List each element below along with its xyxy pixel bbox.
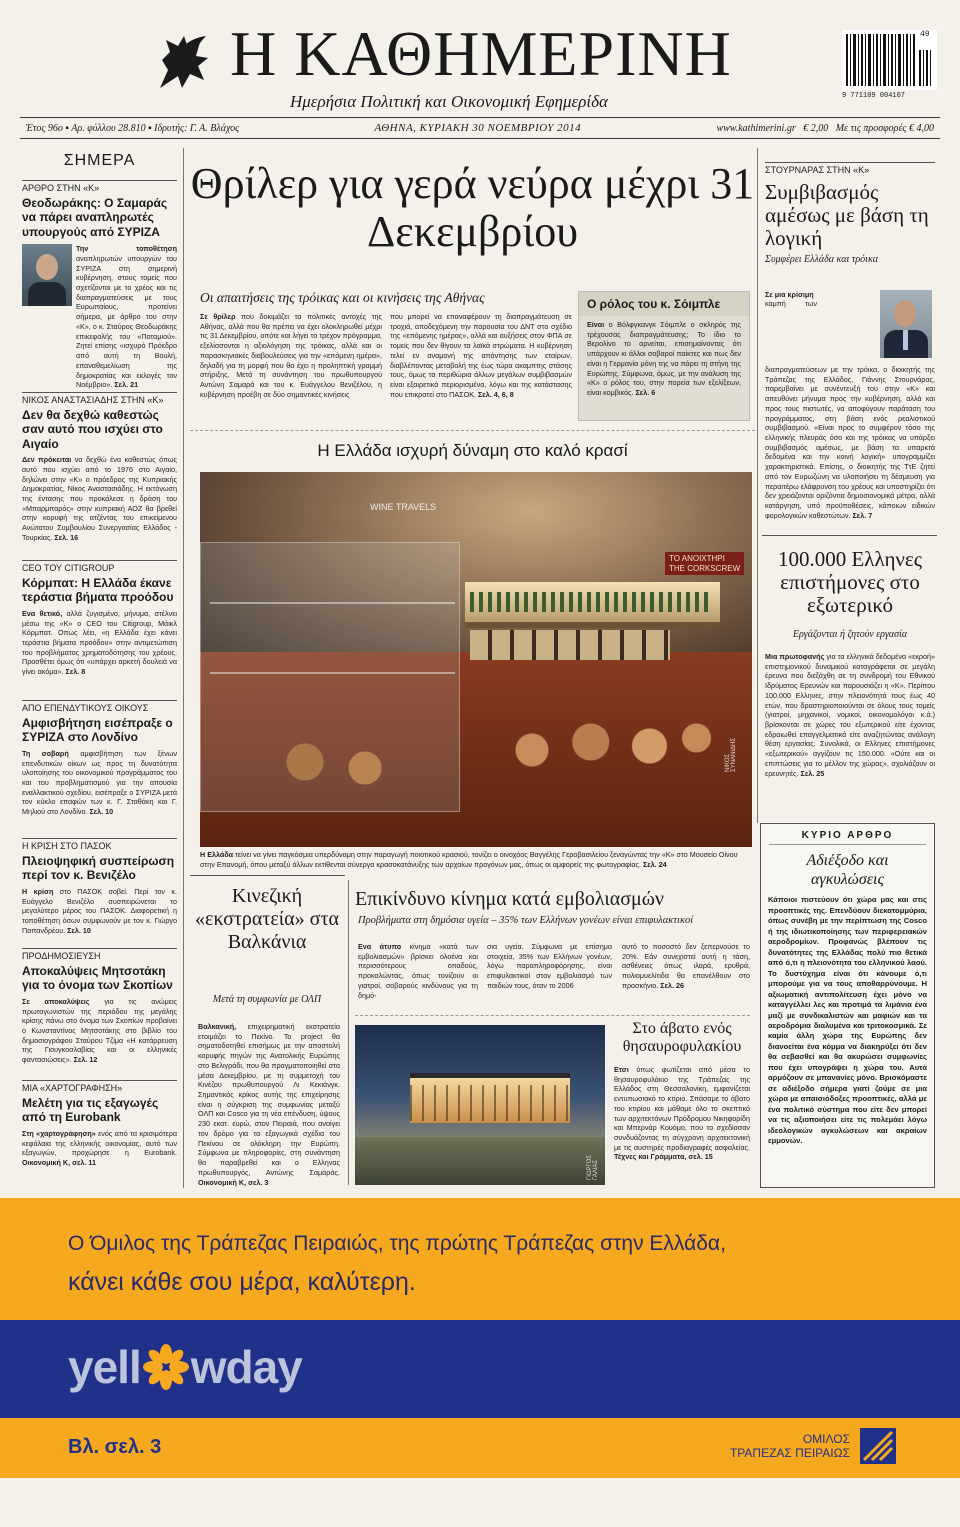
- story-body: Δεν πρόκειται να δεχθώ ένα καθεστώς όπως αυτό που ισχύει από το 1976 στο Αιγαίο, δηλώνει στην «Κ» ο πρόεδρος της Κυπριακής Δημοκρατίας, Νίκος Αναστασιάδης. Η εκτόνωση της έντασης που προκάλεσε η δράση του «Μπαρμπαρός» στην κυπριακή ΑΟΖ θα βρεθεί στην κορυφή της ατζέντας του επικείμενου Ανώτατου Συμβουλίου Συνεργασίας Ελλάδος - Τουρκίας. Σελ. 16: [22, 455, 177, 542]
- vaccine-column-2: σια υγεία. Σύμφωνα με επίσημα στοιχεία, 35% των Ελλήνων γονέων, λόγω παραπληροφόρησης, είναι επιφυλακτικοί στον εμβολιασμό των παιδιών τους, όταν το 2006: [487, 942, 612, 990]
- divider: [355, 1015, 750, 1016]
- stournaras-body: καμπή των διαπραγματεύσεων με την τρόικα, ο διοικητής της Τράπεζας της Ελλάδος, Γιάννης Στουρνάρας, παρεμβαίνει με συνέντευξή του στην «Κ» και απευθύνει μήνυμα προς την κυβέρνηση, αλλά και προς τους πιστωτές, να αποφύγουν παράταση του προγράμματος, στη βάση ενός ρεαλιστικού συμβιβασμού. «Είναι προς το συμφέρον τόσο της ελληνικής πλευράς όσο και της τρόικας να υπάρξει συμβιβασμός αμέσως, με βάση τα υπαρκτά δεδομένα και την κοινή λογική» υπογραμμίζει χαρακτηριστικά. Επίσης, ο διοικητής της ΤτΕ ζητεί από τον Ευρωζώνη να υλοποιήσει τη δέσμευση για περαιτέρω ελάφρυνση του χρέους και υποστηρίζει ότι δεν χρειάζονται οριζόντια δημοσιονομικά μέτρα, αλλά κατάργηση, υπό προϋποθέσεις, κάποιων ειδικών φορολογικών καθεστώτων. Σελ. 7: [765, 299, 935, 519]
- ad-line-2: κάνει κάθε σου μέρα, καλύτερη.: [68, 1268, 416, 1296]
- story-headline[interactable]: Αποκαλύψεις Μητσοτάκη για το όνομα των Σκοπίων: [22, 964, 173, 993]
- photo-sign-corkscrew: ΤΟ ΑΝΟΙΧΤΗΡΙ THE CORKSCREW: [665, 552, 744, 575]
- masthead-subtitle: Ημερήσια Πολιτική και Οικονομική Εφημερίδα: [290, 92, 608, 111]
- section-label: ΣΤΟΥΡΝΑΡΑΣ ΣΤΗΝ «Κ»: [765, 162, 935, 175]
- editorial-body: Κάποιοι πιστεύουν ότι χώρα μας και στις προοπτικές της. Επενδύουν διεκατομμύρια, όπως συνέβη με την περίπτωση της Cosco ή της ιδιωτικοποίησης των περιφερειακών αεροδρομίων. Προφανώς βλέπουν τις δυνατότητες της Ελλάδας πολύ πιο θετικά από ό,τι η πλειονότητα του ελληνικού λαού. Το δυστύχημα είναι ότι κάνουμε ό,τι μπορούμε για να τους αποθαρρύνουμε. Η αξιωματική αντιπολίτευση έχει μόνο να καταγγέλλει λες και προτιμά τα λιμάνια ένα μαζί με συνδικαλιστών και μαφιών και τα αεροδρόμια διαλυμένα και τριτοκοσμικά. Σε καμία άλλη χώρα της Ευρώπης δεν διανοείται ένα κόμμα να διακηρύξει ότι δεν θα σεβασθεί και θα ακυρώσει συμφωνίες που έχει υπογράψει η χώρα του. Αυτά αρμόζουν σε μπανανίες μόνο. Βρισκόμαστε σε αδιέξοδο σήμερα γιατί ζούμε σε μια χώρα με απαισιόδοξες προοπτικές, αλλά με ένα πολιτικό σύστημα που είτε δεν μπορεί να τις αξιοποιήσει είτε τις πολεμάει λόγω ιδεολογικών αγκυλώσεων και ακραίων εμμονών.: [768, 895, 927, 1146]
- issue-info: Έτος 96ο ▪ Αρ. φύλλου 28.810 ▪ Ιδρυτής: Γ. Α. Βλάχος: [26, 122, 240, 134]
- left-story-pasok[interactable]: [22, 838, 177, 935]
- vaccine-subheadline: Προβλήματα στη δημόσια υγεία – 35% των Ελλήνων γονέων είναι επιφυλακτικοί: [358, 915, 694, 926]
- story-body: Την τοποθέτηση αναπληρωτών υπουργών του ΣΥΡΙΖΑ στη σημερινή κυβέρνηση, στους τομείς που σχετίζονται με το χρέος και τις διαπραγματεύσεις με τους Ευρωπαίους, προτείνει σήμερα, με άρθρο του στην «Κ», ο κ. Σταύρος Θεοδωράκης επικεφαλής του «Ποταμιού». Ζητεί επίσης «ισχυρό Πρόεδρο από αυτή τη Βουλή, επαναθεμελίωση της δημοκρατίας και εκλογές τον Νοέμβριο». Σελ. 21: [76, 244, 177, 390]
- barcode-icon: [842, 30, 937, 90]
- price-offers: Με τις προσφορές € 4,00: [835, 122, 934, 134]
- story-headline[interactable]: 100.000 Ελληνες επιστήμονες στο εξωτερικό: [777, 547, 923, 618]
- main-subheadline: Οι απαιτήσεις της τρόικας και οι κινήσεις της Αθήνας: [200, 290, 485, 305]
- vaccine-column-1: Ενα άτυπο κίνημα «κατά των εμβολιασμών» βρίσκει ολοένα και περισσότερους οπαδούς, προκαλώντας, όπως τονίζουν οι γιατροί, σοβαρούς κινδύνους για τη δημό-: [358, 942, 478, 1000]
- left-story-mitsotakis[interactable]: [22, 948, 177, 1065]
- section-label: ΑΠΟ ΕΠΕΝΔΥΤΙΚΟΥΣ ΟΙΚΟΥΣ: [22, 700, 177, 713]
- story-headline[interactable]: Δεν θα δεχθώ καθεστώς σαν αυτό που ισχύει στο Αιγαίο: [22, 408, 163, 451]
- story-headline[interactable]: Αμφισβήτηση εισέπραξε ο ΣΥΡΙΖΑ στο Λονδίνο: [22, 716, 173, 745]
- scientists-body: Μια πρωτοφανής για τα ελληνικά δεδομένα «εκροή» επιστημονικού δυναμικού καταγράφεται σε μεγάλη έρευνα που διεξάχθη σε τη συνδρομή του Εθνικού Ιδρύματος Ερευνών και παρουσιάζει η «Κ». Περίπου 100.000 Ελληνες, στην πλειονότητά τους έως 40 ετών, που δραστηριοποιούνται σε όλους τους τομείς (γιατροί, μηχανικοί, νομικοί, οικονομολόγοι κ.ά.) βρίσκονται σε χώρες του εξωτερικού είτε έχοντας εδραιωθεί επαγγελματικά είτε αναζητώντας ανάλογη θέση εργασίας. Συνολικά, οι Ελληνες επιστήμονες «εξωτερικού» αγγίζουν τις 150.000. «Ούτε και οι επιπτώσεις για το μέλλον της χώρας», σχολιάζουν οι ερευνητές. Σελ. 25: [765, 652, 935, 778]
- story-subheadline: Συμφέρει Ελλάδα και τρόικα: [765, 254, 878, 266]
- asterisk-icon: [143, 1344, 189, 1390]
- editorial-headline[interactable]: Αδιέξοδο και αγκυλώσεις: [806, 852, 889, 889]
- story-body: Σε αποκαλύψεις για τις ανώμεις πρωταγωνιστών της περιόδου της μεγάλης κρίσης πάνω στο όνομα των Σκοπίων προβαίνει ο Κωνσταντίνος Μητσοτάκης στο βιβλίο του δημοσιογράφου Σταύρου Τζίμα «Η κατάρρευση της Γιουγκοσλαβίας και οι ελληνικές φαντασιώσεις». Σελ. 12: [22, 996, 177, 1065]
- griffin-logo-icon: [150, 30, 220, 94]
- schaeuble-sidebar[interactable]: [578, 291, 750, 421]
- divider: [762, 535, 937, 536]
- ad-page-ref: Βλ. σελ. 3: [68, 1436, 162, 1458]
- editorial-box[interactable]: [760, 823, 935, 1188]
- story-headline[interactable]: Κόρμπατ: Η Ελλάδα έκανε τεράστια βήματα προόδου: [22, 576, 174, 605]
- china-headline[interactable]: Κινεζική «εκστρατεία» στα Βαλκάνια: [195, 885, 339, 953]
- dateline-bar: [20, 117, 940, 139]
- sidebar-title: Ο ρόλος του κ. Σόιμπλε: [579, 292, 749, 316]
- wine-museum-photo: [200, 472, 752, 847]
- photo-caption: Η Ελλάδα τείνει να γίνει παγκόσμια υπερδύναμη στην παραγωγή ποιοτικού κρασιού, τονίζει ο οινοχόος Βαγγέλης Γεροβασιλείου ξεναγώντας την «Κ» στο Μουσείο Οίνου στην Επανομή, όπου μεταξύ άλλων εκτίθενται σύνεργα κρασοκατάνυξης των αρχαίων προγόνων μας, όπως οι αμφορείς της φωτογραφίας. Σελ. 24: [200, 850, 738, 869]
- story-headline[interactable]: Μελέτη για τις εξαγωγές από τη Eurobank: [22, 1096, 159, 1125]
- photo-credit: ΓΙΩΡΓΟΣ ΓΑΛΙΑΣ: [587, 1154, 599, 1180]
- barcode-issue: 49: [920, 30, 930, 39]
- ad-banner-footer[interactable]: [0, 1418, 960, 1478]
- story-body: Ενα θετικό, αλλά ζυγισμένο, μήνυμα, στέλνει μέσω της «Κ» ο CEO του Citigroup, Μάικλ Κόρμπατ. Οπως λέει, «η Ελλάδα έχει κάνει τεράστια βήματα προόδου» στην αντιμετώπιση του προβλήματος χρηματοδότησης του χρέους. Προσθέτει όμως ότι «υπάρχει αρκετή δουλειά να γίνει ακόμα». Σελ. 8: [22, 608, 177, 677]
- story-body: Τη σοβαρή αμφισβήτηση των ξένων επενδυτικών οίκων ως προς τη δυνατότητα υλοποίησης του οικονομικού προγράμματος του και του προβληματισμού για την απουσία εναλλακτικού σχεδίου, εισέπραξε ο ΣΥΡΙΖΑ μετά τον κύκλο επαφών των κ. Γ. Σταθάκη και Γ. Μηλιού στο Λονδίνο. Σελ. 10: [22, 748, 177, 817]
- treasury-photo: [355, 1025, 605, 1185]
- ad-line-1: Ο Όμιλος της Τράπεζας Πειραιώς, της πρώτης Τράπεζας στην Ελλάδα,: [68, 1232, 726, 1255]
- left-story-eurobank[interactable]: [22, 1080, 177, 1168]
- left-story-corbat[interactable]: [22, 560, 177, 677]
- china-subheadline: Μετά τη συμφωνία με ΟΛΠ: [212, 994, 322, 1005]
- section-label: ΝΙΚΟΣ ΑΝΑΣΤΑΣΙΑΔΗΣ ΣΤΗΝ «Κ»: [22, 392, 177, 405]
- ad-group-name: ΟΜΙΛΟΣ ΤΡΑΠΕΖΑΣ ΠΕΙΡΑΙΩΣ: [729, 1432, 850, 1461]
- issue-date: ΑΘΗΝΑ, ΚΥΡΙΑΚΗ 30 ΝΟΕΜΒΡΙΟΥ 2014: [374, 122, 582, 134]
- main-headline[interactable]: Θρίλερ για γερά νεύρα μέχρι 31 Δεκεμβρίου: [190, 159, 755, 257]
- story-headline[interactable]: Συμβιβασμός αμέσως με βάση τη λογική: [765, 180, 929, 251]
- today-label: ΣΗΜΕΡΑ: [63, 152, 136, 169]
- story-headline[interactable]: Θεοδωράκης: Ο Σαμαράς να πάρει αναπληρωτές υπουργούς από ΣΥΡΙΖΑ: [22, 196, 168, 239]
- photo-headline[interactable]: Η Ελλάδα ισχυρή δύναμη στο καλό κρασί: [317, 441, 628, 460]
- stournaras-body-a: Σε μια κρίσιμη: [765, 290, 814, 299]
- main-story-column-2: που μπορεί να επαναφέρουν τη διαπραγμάτευση σε τροχιά, αποδεχόμενη την παρουσία του ΔΝΤ στο σχέδιο της «επόμενης ημέρας», αλλά και αυξήσεις στον ΦΠΑ σε τομείς που δεν θίγουν τα λαϊκά στρώματα. Η κυβέρνηση τελεί εν αναμονή της απάντησης των εταίρων, διαβλέποντας μεταβολή της έως τώρα ακαμπτης στάσης τους, όμως τα περιθώρια άλλων μεγάλων συμβιβασμών είναι εξαιρετικά περιορισμένα, λόγω και της κατάστασης που επικρατεί στο ΠΑΣΟΚ. Σελ. 4, 6, 8: [390, 312, 572, 399]
- editorial-label: ΚΥΡΙΟ ΑΡΘΡΟ: [769, 824, 926, 845]
- stournaras-story[interactable]: [765, 162, 935, 265]
- website-link[interactable]: www.kathimerini.gr: [716, 122, 796, 134]
- vaccine-headline[interactable]: Επικίνδυνο κίνημα κατά εμβολιασμών: [355, 888, 664, 910]
- column-divider: [757, 148, 758, 823]
- ad-brand-logo: yell wday: [68, 1341, 302, 1393]
- left-story-anastasiadis[interactable]: [22, 392, 177, 543]
- story-headline[interactable]: Πλειοψηφική συσπείρωση περί τον κ. Βενιζέλο: [22, 854, 175, 883]
- barcode-number: 9 771109 004107: [842, 92, 906, 100]
- section-label: ΑΡΘΡΟ ΣΤΗΝ «Κ»: [22, 180, 177, 193]
- sidebar-body: Είναι ο Βόλφγκανγκ Σόιμπλε ο σκληρός της τρέχουσας διαπραγμάτευσης; Το ίδιο το Βερολίνο το αρνείται, επισημαίνοντας ότι υπάρχουν κι άλλοι σοβαροί παίκτες και πως δεν είναι η Γερμανία μόνη της να πάρει τη στήνη της Ευρώπης. Σύμφωνα, όμως, με την ανάλυση της «Κ» ο ρόλος του, στην πορεία των εξελίξεων, είναι κομβικός. Σελ. 6: [587, 320, 741, 398]
- ad-banner-top[interactable]: [0, 1198, 960, 1320]
- masthead-title: Η ΚΑΘΗΜΕΡΙΝΗ: [230, 18, 732, 89]
- column-divider: [348, 880, 349, 1185]
- piraeus-bank-logo-icon: [860, 1428, 896, 1464]
- section-label: CEO ΤΟΥ CITIGROUP: [22, 560, 177, 573]
- left-story-theodorakis[interactable]: [22, 180, 177, 390]
- story-body: Στη «χαρτογράφηση» ενός από τα κρισιμότερα κεφάλαια της ελληνικής οικονομίας, αυτό των εξαγωγών, προχώρησε η Eurobank. Οικονομική Κ, σελ. 11: [22, 1128, 178, 1167]
- page-bottom-margin: [0, 1478, 960, 1527]
- issue-price-info: [716, 123, 934, 134]
- left-story-syriza[interactable]: [22, 700, 177, 817]
- price: € 2,00: [803, 122, 829, 134]
- story-body: Η κρίση στο ΠΑΣΟΚ σοβεί. Περί τον κ. Ευάγγελο Βενιζέλο συσπειρώνεται το μεγαλύτερο μέρος του ΠΑΣΟΚ. Διαφορετική η τοποθέτηση όσων συμφωνούν με τον κ. Γιώργο Παπανδρέου. Σελ. 10: [22, 886, 177, 935]
- treasury-headline[interactable]: Στο άβατο ενός θησαυροφυλακίου: [622, 1020, 742, 1056]
- photo-credit: ΝΙΚΟΣ ΣΥΝΑΝΙΔΗΣ: [725, 737, 737, 772]
- divider: [190, 875, 345, 876]
- scientists-story[interactable]: [765, 548, 935, 640]
- story-subheadline: Εργάζονται ή ζητούν εργασία: [792, 629, 908, 641]
- photo-sign-wine-travels: WINE TRAVELS: [370, 502, 437, 512]
- divider: [190, 430, 755, 431]
- column-divider: [183, 148, 184, 1188]
- vaccine-column-3: αυτό το ποσοστό δεν ξεπερνούσε το 20%. Εάν συνεχιστεί αυτή η τάση, ασθένειες όπως ιλαρά, ερυθρά, πολιομυελίτιδα θα επανέλθουν στο προσκήνιο. Σελ. 26: [622, 942, 750, 990]
- main-story-column-1: Σε θρίλερ που δοκιμάζει τα πολιτικές αντοχές της Αθήνας, αλλά που θα πρέπει να έχει ολοκληρωθεί μέχρι τις 31 Δεκεμβρίου, οπότε και λήγει το τρέχον πρόγραμμα, εξελίσσονται η αξιολόγηση της τρόικας, αλλά και οι παρασκηνιακές διαβουλεύσεις για την «επόμενη ημέρα», δηλαδή για τη μορφή που θα έχει η προληπτική γραμμή στήριξης. Μετά τη συνάντηση του πρωθυπουργού Αντώνη Σαμαρά και του κ. Ευάγγελου Βενιζέλου, η κυβέρνηση προέβη σε δύο σημαντικές κινήσεις: [200, 312, 382, 399]
- section-label: ΠΡΟΔΗΜΟΣΙΕΥΣΗ: [22, 948, 177, 961]
- section-label: ΜΙΑ «ΧΑΡΤΟΓΡΑΦΗΣΗ»: [22, 1080, 177, 1093]
- treasury-body: Ετσι όπως φωτίζεται από μέσα το θησαυροφυλάκιο της Τράπεζας της Ελλάδος στη Θεσσαλονίκη, εμφανίζεται εντυπωσιακό το κτίριο. Σπάσαμε το άβατο του κτιρίου και μάθαμε όλο το σκεπτικό των αρχιτεκτόνων Πρόδρομου Νικηφορίδη και Μπερνάρ Κουόμο, που το σχεδίασαν συνδυάζοντας τη σύγχρονη αρχιτεκτονική με τις αυστηρές προδιαγραφές ασφαλείας. Τέχνες και Γράμματα, σελ. 15: [614, 1065, 750, 1162]
- section-label: Η ΚΡΙΣΗ ΣΤΟ ΠΑΣΟΚ: [22, 838, 177, 851]
- china-body: Βαλκανική, επιχειρηματική εκστρατεία ετοιμάζει το Πεκίνο. Το project θα σηματοδοτηθεί επισήμως με την αποστολή κορυφής πηγών της Ανατολικής Ευρώπης στο Βελιγράδι, που θα πραγματοποιηθεί στα μέσα Δεκεμβρίου, με τη συμμετοχή του Κινέζου πρωθυπουργού Λι Κεκιάνγκ. Σημαντικός κρίκος αυτής της επιχείρησης είναι η σύγκριση της συμφωνίας μεταξύ ΟΛΠ και Cosco για τη νέα επένδυση, ύψους 230 εκατ. ευρώ, στον Πειραιά, που ανοίγει τον δρόμο για τα εξαγωγικά σχέδια του Πεκίνου σε ολόκληρη την Ευρώπη. Σύμφωνα με πληροφορίες, στη συνάντηση θα παραβρεθεί και ο Ελληνας πρωθυπουργός, Αντώνης Σαμαράς. Οικονομική Κ, σελ. 3: [198, 1022, 340, 1187]
- theodorakis-photo: [22, 244, 72, 306]
